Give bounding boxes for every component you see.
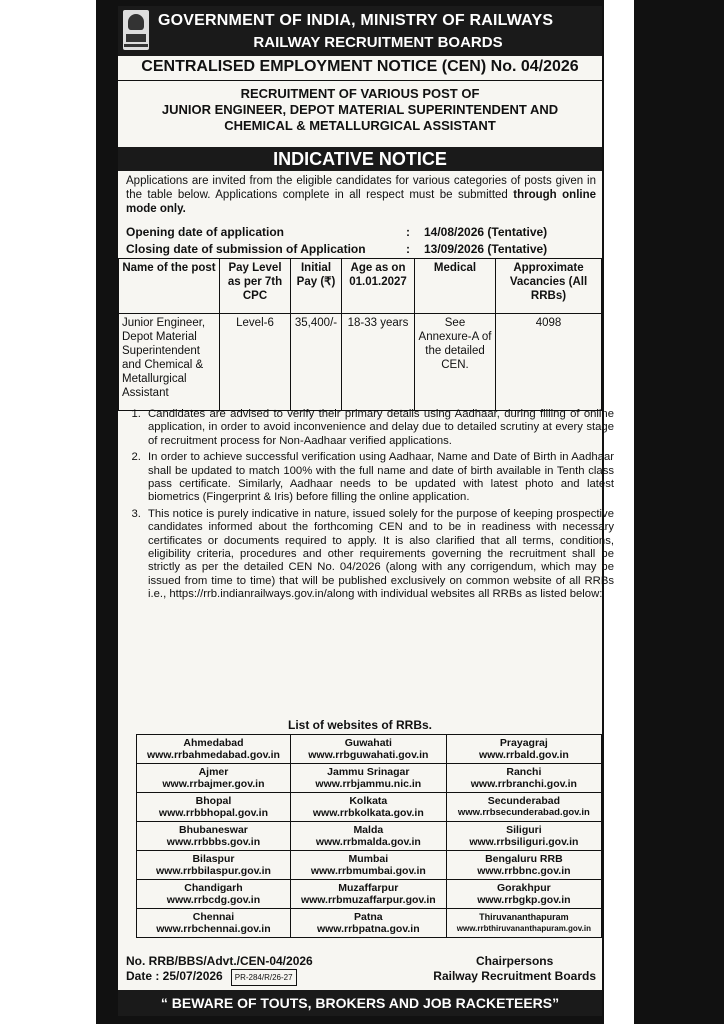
closing-date-label: Closing date of submission of Application bbox=[126, 242, 366, 256]
rrb-name: Chennai bbox=[192, 911, 235, 923]
note-item: 2. In order to achieve successful verification using Aadhaar, Name and Date of Birth in Aadhaar shall be updated to match 100% with the full name and date of birth available in Tenth class pass certificate. Similarly, Aadhaar needs to be updated with latest photo and latest biometrics (Fingerprint & Iris) before filling the online application. bbox=[144, 451, 614, 505]
rrb-name: Bhopal bbox=[195, 795, 232, 807]
rrb-name: Prayagraj bbox=[499, 737, 548, 749]
table-row bbox=[137, 793, 602, 822]
website-cell bbox=[446, 851, 601, 880]
signatory-org: Railway Recruitment Boards bbox=[433, 969, 596, 983]
rrb-website-link[interactable]: www.rrbald.gov.in bbox=[478, 749, 569, 761]
signatory bbox=[433, 954, 596, 984]
website-cell bbox=[137, 735, 291, 764]
rrb-name: Siliguri bbox=[506, 824, 542, 836]
opening-date-row bbox=[126, 224, 596, 241]
table-row bbox=[137, 851, 602, 880]
website-cell bbox=[446, 909, 601, 938]
websites-table bbox=[136, 734, 602, 938]
table-row bbox=[137, 909, 602, 938]
website-cell bbox=[446, 822, 601, 851]
website-cell bbox=[290, 822, 446, 851]
pr-reference: PR-284/R/26-27 bbox=[231, 969, 297, 986]
intro-text: Applications are invited from the eligible candidates for various categories of posts given in the table below. Applications complete in all respect must be submitted bbox=[126, 175, 596, 201]
intro-emphasis: through online mode only. bbox=[126, 189, 597, 215]
notice-footer bbox=[126, 954, 596, 986]
cell-medical: See Annexure-A of the detailed CEN. bbox=[415, 314, 496, 411]
rrb-website-link[interactable]: www.rrbkolkata.gov.in bbox=[312, 807, 424, 819]
cen-title: CENTRALISED EMPLOYMENT NOTICE (CEN) No. 04/2026 bbox=[118, 58, 602, 81]
rrb-website-link[interactable]: www.rrbpatna.gov.in bbox=[316, 923, 420, 935]
header-age: Age as on 01.01.2027 bbox=[342, 259, 415, 314]
website-cell bbox=[290, 851, 446, 880]
recruitment-title bbox=[118, 86, 602, 134]
table-row bbox=[137, 880, 602, 909]
rrb-website-link[interactable]: www.rrbajmer.gov.in bbox=[162, 778, 265, 790]
recruitment-line-2: JUNIOR ENGINEER, DEPOT MATERIAL SUPERINTENDENT AND bbox=[161, 102, 559, 117]
website-cell bbox=[290, 735, 446, 764]
rrb-name: Gorakhpur bbox=[497, 882, 551, 894]
rrb-website-link[interactable]: www.rrbsecunderabad.gov.in bbox=[457, 807, 590, 818]
rrb-name: Chandigarh bbox=[184, 882, 243, 894]
note-item: 3. This notice is purely indicative in nature, issued solely for the purpose of keeping prospective candidates informed about the forthcoming CEN and to be in readiness with necessary certificates or documents required to apply. It is also clarified that all terms, conditions, eligibility criteria, procedures and other requirements governing the recruitment shall be strictly as per the detailed CEN No. 04/2026 (along with any corrigendum, which may be issued from time to time) that will be published exclusively on common website of all RRBs i.e., https://rrb.indianrailways.gov.in/along with individual websites all RRBs as listed below: bbox=[144, 508, 614, 602]
rrb-name: Jammu Srinagar bbox=[327, 766, 410, 778]
intro-paragraph bbox=[126, 174, 596, 216]
header-boards: RAILWAY RECRUITMENT BOARDS bbox=[253, 34, 503, 51]
rrb-website-link[interactable]: www.rrbbbs.gov.in bbox=[166, 836, 261, 848]
rrb-website-link[interactable]: www.rrbbilaspur.gov.in bbox=[155, 865, 271, 877]
rrb-website-link[interactable]: www.rrbmumbai.gov.in bbox=[310, 865, 426, 877]
rrb-name: Bengaluru RRB bbox=[485, 853, 563, 865]
rrb-name: Ranchi bbox=[506, 766, 542, 778]
cell-post-name: Junior Engineer, Depot Material Superintendent and Chemical & Metallurgical Assistant bbox=[119, 314, 220, 411]
rrb-website-link[interactable]: www.rrbjammu.nic.in bbox=[315, 778, 422, 790]
website-cell bbox=[290, 764, 446, 793]
header-pay-level: Pay Level as per 7th CPC bbox=[220, 259, 291, 314]
rrb-name: Malda bbox=[353, 824, 384, 836]
rrb-name: Ahmedabad bbox=[183, 737, 244, 749]
table-row bbox=[137, 822, 602, 851]
rrb-website-link[interactable]: www.rrbbnc.gov.in bbox=[477, 865, 571, 877]
cell-pay-level: Level-6 bbox=[220, 314, 291, 411]
header-post-name: Name of the post bbox=[119, 259, 220, 314]
rrb-name: Bilaspur bbox=[192, 853, 235, 865]
rrb-name: Guwahati bbox=[344, 737, 392, 749]
website-cell bbox=[446, 764, 601, 793]
website-cell bbox=[137, 764, 291, 793]
note-item: 1. Candidates are advised to verify their primary details using Aadhaar, during filling of online application, in order to avoid inconvenience and delay due to detailed scrutiny at every stage of recruitment process for Non-Aadhaar verified applications. bbox=[144, 408, 614, 448]
rrb-name: Bhubaneswar bbox=[179, 824, 248, 836]
website-cell bbox=[137, 822, 291, 851]
closing-date-value: 13/09/2026 (Tentative) bbox=[424, 242, 548, 256]
opening-date-colon: : bbox=[406, 225, 410, 239]
notice-header bbox=[118, 6, 602, 56]
rrb-name: Muzaffarpur bbox=[338, 882, 399, 894]
rrb-website-link[interactable]: www.rrbmuzaffarpur.gov.in bbox=[300, 894, 436, 906]
table-row bbox=[137, 764, 602, 793]
rrb-website-link[interactable]: www.rrbsiliguri.gov.in bbox=[469, 836, 579, 848]
rrb-website-link[interactable]: www.rrbgkp.gov.in bbox=[477, 894, 571, 906]
website-cell bbox=[446, 793, 601, 822]
website-cell bbox=[137, 851, 291, 880]
cell-initial-pay: 35,400/- bbox=[291, 314, 342, 411]
website-cell bbox=[290, 909, 446, 938]
header-ministry: GOVERNMENT OF INDIA, MINISTRY OF RAILWAYS bbox=[158, 12, 554, 29]
rrb-name: Mumbai bbox=[348, 853, 389, 865]
recruitment-line-3: CHEMICAL & METALLURGICAL ASSISTANT bbox=[224, 118, 496, 133]
national-emblem-icon bbox=[123, 10, 149, 50]
closing-date-colon: : bbox=[406, 242, 410, 256]
posts-table bbox=[118, 258, 602, 411]
opening-date-label: Opening date of application bbox=[126, 225, 285, 239]
recruitment-line-1: RECRUITMENT OF VARIOUS POST OF bbox=[240, 86, 480, 101]
cell-vacancies: 4098 bbox=[496, 314, 602, 411]
header-vacancies: Approximate Vacancies (All RRBs) bbox=[496, 259, 602, 314]
website-cell bbox=[290, 880, 446, 909]
rrb-website-link[interactable]: www.rrbchennai.gov.in bbox=[156, 923, 271, 935]
header-initial-pay: Initial Pay (₹) bbox=[291, 259, 342, 314]
rrb-website-link[interactable]: www.rrbbhopal.gov.in bbox=[158, 807, 268, 819]
header-medical: Medical bbox=[415, 259, 496, 314]
rrb-website-link[interactable]: www.rrbthiruvananthapuram.gov.in bbox=[456, 924, 591, 933]
cell-age: 18-33 years bbox=[342, 314, 415, 411]
application-dates bbox=[126, 224, 596, 258]
posts-table-header bbox=[119, 259, 602, 314]
website-cell bbox=[137, 880, 291, 909]
notes-list bbox=[118, 408, 614, 605]
website-cell bbox=[446, 735, 601, 764]
websites-title: List of websites of RRBs. bbox=[287, 718, 433, 732]
rrb-website-link[interactable]: www.rrbahmedabad.gov.in bbox=[146, 749, 280, 761]
newspaper-notice bbox=[116, 4, 614, 1018]
indicative-notice-banner: INDICATIVE NOTICE bbox=[118, 147, 602, 171]
beware-banner: “ BEWARE OF TOUTS, BROKERS AND JOB RACKETEERS” bbox=[118, 990, 602, 1016]
website-cell bbox=[290, 793, 446, 822]
table-row bbox=[119, 314, 602, 411]
signatory-title: Chairpersons bbox=[475, 954, 554, 968]
closing-date-row bbox=[126, 241, 596, 258]
rrb-name: Patna bbox=[354, 911, 383, 923]
rrb-website-link[interactable]: www.rrbranchi.gov.in bbox=[470, 778, 577, 790]
rrb-name: Secunderabad bbox=[487, 795, 561, 807]
table-row bbox=[137, 735, 602, 764]
rrb-name: Thiruvananthapuram bbox=[479, 912, 569, 922]
rrb-name: Kolkata bbox=[349, 795, 388, 807]
website-cell bbox=[137, 909, 291, 938]
advt-number: No. RRB/BBS/Advt./CEN-04/2026 bbox=[126, 954, 313, 968]
rrb-website-link[interactable]: www.rrbmalda.gov.in bbox=[315, 836, 421, 848]
website-cell bbox=[137, 793, 291, 822]
notice-date: Date : 25/07/2026 bbox=[126, 969, 223, 983]
opening-date-value: 14/08/2026 (Tentative) bbox=[424, 225, 548, 239]
website-cell bbox=[446, 880, 601, 909]
rrb-website-link[interactable]: www.rrbcdg.gov.in bbox=[166, 894, 261, 906]
rrb-name: Ajmer bbox=[198, 766, 229, 778]
rrb-website-link[interactable]: www.rrbguwahati.gov.in bbox=[308, 749, 429, 761]
